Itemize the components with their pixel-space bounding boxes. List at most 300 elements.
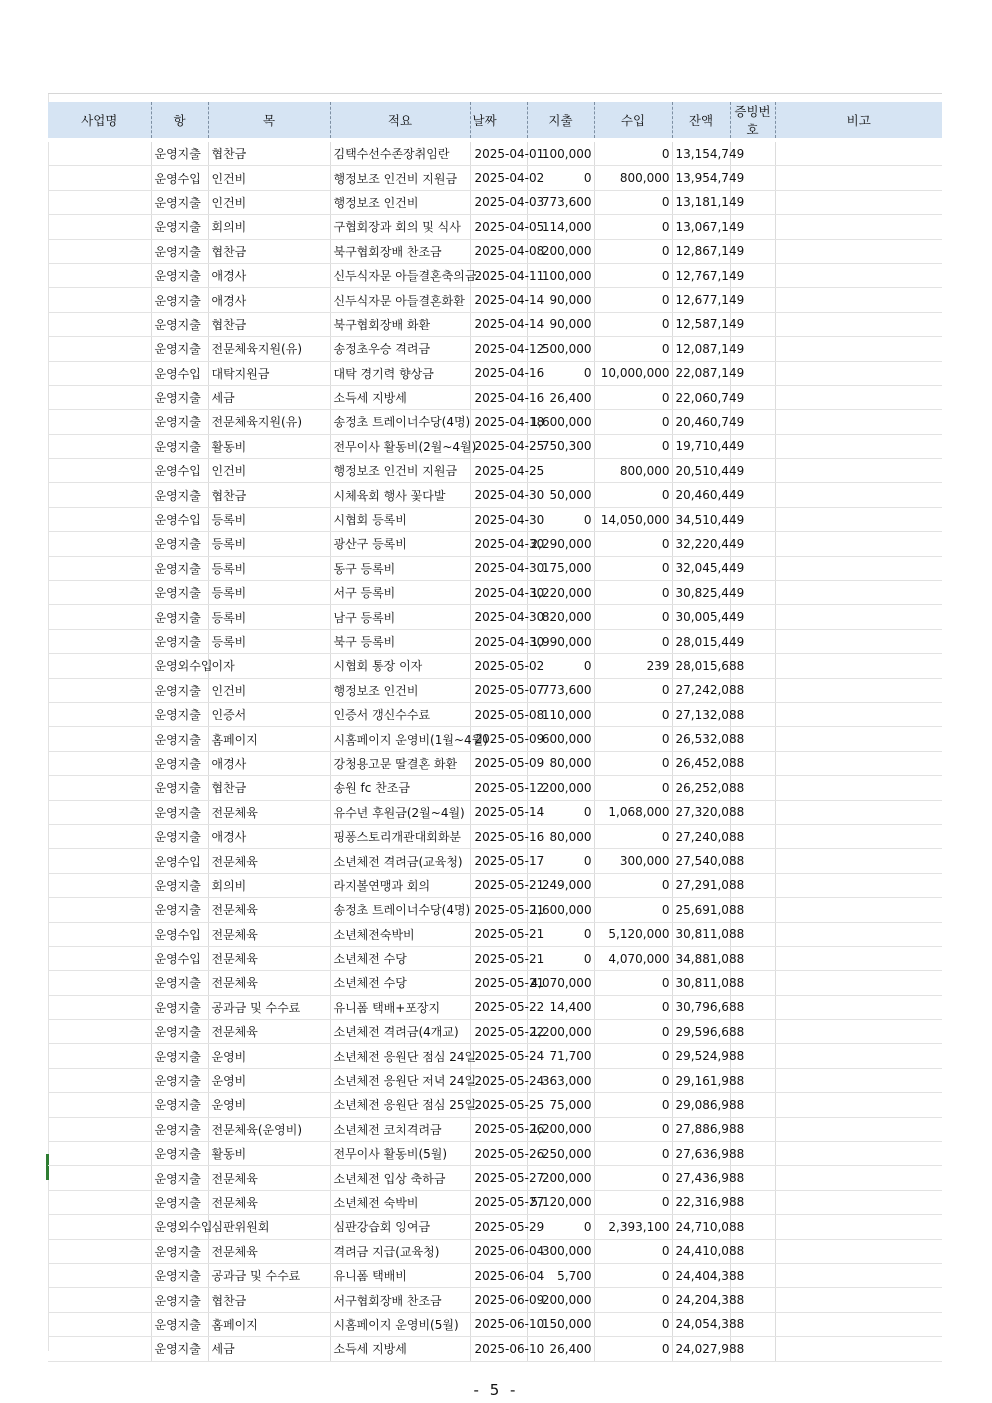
income-cell[interactable]: 0 xyxy=(594,263,672,287)
item-cell[interactable]: 협찬금 xyxy=(208,239,330,263)
item-cell[interactable]: 전문체육 xyxy=(208,922,330,946)
item-cell[interactable]: 전문체육 xyxy=(208,1166,330,1190)
date-cell[interactable]: 2025-05-24 xyxy=(470,1044,527,1068)
description-cell[interactable]: 소년체전숙박비 xyxy=(330,922,470,946)
income-cell[interactable]: 800,000 xyxy=(594,459,672,483)
item-cell[interactable]: 공과금 및 수수료 xyxy=(208,1263,330,1287)
expense-cell[interactable]: 26,400 xyxy=(527,385,594,409)
date-cell[interactable]: 2025-05-21 xyxy=(470,922,527,946)
business-name-cell[interactable] xyxy=(48,1312,151,1336)
remarks-cell[interactable] xyxy=(775,1044,942,1068)
expense-cell[interactable]: 100,000 xyxy=(527,140,594,166)
balance-cell[interactable]: 13,954,749 xyxy=(672,166,730,190)
category-cell[interactable]: 운영지출 xyxy=(151,410,208,434)
business-name-cell[interactable] xyxy=(48,727,151,751)
item-cell[interactable]: 이자 xyxy=(208,654,330,678)
business-name-cell[interactable] xyxy=(48,800,151,824)
description-cell[interactable]: 소년체전 수당 xyxy=(330,971,470,995)
date-cell[interactable]: 2025-05-09 xyxy=(470,751,527,775)
item-cell[interactable]: 협찬금 xyxy=(208,312,330,336)
item-cell[interactable]: 애경사 xyxy=(208,263,330,287)
description-cell[interactable]: 인증서 갱신수수료 xyxy=(330,702,470,726)
expense-cell[interactable]: 2,290,000 xyxy=(527,532,594,556)
business-name-cell[interactable] xyxy=(48,556,151,580)
balance-cell[interactable]: 26,452,088 xyxy=(672,751,730,775)
remarks-cell[interactable] xyxy=(775,337,942,361)
balance-cell[interactable]: 27,436,988 xyxy=(672,1166,730,1190)
expense-cell[interactable]: 0 xyxy=(527,800,594,824)
remarks-cell[interactable] xyxy=(775,190,942,214)
balance-cell[interactable]: 27,291,088 xyxy=(672,873,730,897)
business-name-cell[interactable] xyxy=(48,581,151,605)
business-name-cell[interactable] xyxy=(48,1068,151,1092)
business-name-cell[interactable] xyxy=(48,361,151,385)
business-name-cell[interactable] xyxy=(48,678,151,702)
item-cell[interactable]: 전문체육 xyxy=(208,1190,330,1214)
remarks-cell[interactable] xyxy=(775,532,942,556)
category-cell[interactable]: 운영지출 xyxy=(151,263,208,287)
expense-cell[interactable]: 200,000 xyxy=(527,1166,594,1190)
income-cell[interactable]: 0 xyxy=(594,1337,672,1361)
date-cell[interactable]: 2025-06-10 xyxy=(470,1337,527,1361)
expense-cell[interactable]: 249,000 xyxy=(527,873,594,897)
remarks-cell[interactable] xyxy=(775,556,942,580)
date-cell[interactable]: 2025-05-09 xyxy=(470,727,527,751)
category-cell[interactable]: 운영지출 xyxy=(151,483,208,507)
balance-cell[interactable]: 32,220,449 xyxy=(672,532,730,556)
category-cell[interactable]: 운영지출 xyxy=(151,337,208,361)
business-name-cell[interactable] xyxy=(48,1166,151,1190)
remarks-cell[interactable] xyxy=(775,824,942,848)
balance-cell[interactable]: 13,067,149 xyxy=(672,215,730,239)
income-cell[interactable]: 0 xyxy=(594,751,672,775)
business-name-cell[interactable] xyxy=(48,1142,151,1166)
expense-cell[interactable]: 80,000 xyxy=(527,751,594,775)
expense-cell[interactable]: 75,000 xyxy=(527,1093,594,1117)
expense-cell[interactable]: 820,000 xyxy=(527,605,594,629)
balance-cell[interactable]: 27,320,088 xyxy=(672,800,730,824)
description-cell[interactable]: 북구협회장배 화환 xyxy=(330,312,470,336)
category-cell[interactable]: 운영지출 xyxy=(151,1117,208,1141)
category-cell[interactable]: 운영지출 xyxy=(151,190,208,214)
income-cell[interactable]: 0 xyxy=(594,1044,672,1068)
business-name-cell[interactable] xyxy=(48,1215,151,1239)
business-name-cell[interactable] xyxy=(48,654,151,678)
category-cell[interactable]: 운영외수입 xyxy=(151,654,208,678)
business-name-cell[interactable] xyxy=(48,532,151,556)
item-cell[interactable]: 인건비 xyxy=(208,459,330,483)
business-name-cell[interactable] xyxy=(48,288,151,312)
business-name-cell[interactable] xyxy=(48,507,151,531)
business-name-cell[interactable] xyxy=(48,385,151,409)
date-cell[interactable]: 2025-05-27 xyxy=(470,1190,527,1214)
category-cell[interactable]: 운영지출 xyxy=(151,995,208,1019)
remarks-cell[interactable] xyxy=(775,507,942,531)
description-cell[interactable]: 라지볼연맹과 회의 xyxy=(330,873,470,897)
income-cell[interactable]: 0 xyxy=(594,1068,672,1092)
date-cell[interactable]: 2025-05-21 xyxy=(470,898,527,922)
item-cell[interactable]: 전문체육 xyxy=(208,1020,330,1044)
date-cell[interactable]: 2025-04-16 xyxy=(470,361,527,385)
description-cell[interactable]: 동구 등록비 xyxy=(330,556,470,580)
business-name-cell[interactable] xyxy=(48,1263,151,1287)
income-cell[interactable]: 239 xyxy=(594,654,672,678)
balance-cell[interactable]: 20,460,749 xyxy=(672,410,730,434)
description-cell[interactable]: 소년체전 수당 xyxy=(330,946,470,970)
balance-cell[interactable]: 20,460,449 xyxy=(672,483,730,507)
item-cell[interactable]: 회의비 xyxy=(208,215,330,239)
balance-cell[interactable]: 24,054,388 xyxy=(672,1312,730,1336)
remarks-cell[interactable] xyxy=(775,629,942,653)
expense-cell[interactable]: 200,000 xyxy=(527,776,594,800)
expense-cell[interactable]: 150,000 xyxy=(527,1312,594,1336)
expense-cell[interactable]: 71,700 xyxy=(527,1044,594,1068)
item-cell[interactable]: 전문체육 xyxy=(208,898,330,922)
expense-cell[interactable]: 300,000 xyxy=(527,1239,594,1263)
item-cell[interactable]: 등록비 xyxy=(208,605,330,629)
expense-cell[interactable]: 750,300 xyxy=(527,434,594,458)
balance-cell[interactable]: 25,691,088 xyxy=(672,898,730,922)
remarks-cell[interactable] xyxy=(775,459,942,483)
description-cell[interactable]: 전무이사 활동비(5월) xyxy=(330,1142,470,1166)
income-cell[interactable]: 0 xyxy=(594,1312,672,1336)
business-name-cell[interactable] xyxy=(48,1190,151,1214)
date-cell[interactable]: 2025-06-10 xyxy=(470,1312,527,1336)
income-cell[interactable]: 0 xyxy=(594,532,672,556)
remarks-cell[interactable] xyxy=(775,166,942,190)
business-name-cell[interactable] xyxy=(48,312,151,336)
item-cell[interactable]: 애경사 xyxy=(208,288,330,312)
income-cell[interactable]: 300,000 xyxy=(594,849,672,873)
expense-cell[interactable]: 1,600,000 xyxy=(527,898,594,922)
date-cell[interactable]: 2025-04-03 xyxy=(470,190,527,214)
remarks-cell[interactable] xyxy=(775,751,942,775)
balance-cell[interactable]: 32,045,449 xyxy=(672,556,730,580)
date-cell[interactable]: 2025-05-29 xyxy=(470,1215,527,1239)
balance-cell[interactable]: 22,087,149 xyxy=(672,361,730,385)
description-cell[interactable]: 시협회 통장 이자 xyxy=(330,654,470,678)
remarks-cell[interactable] xyxy=(775,1263,942,1287)
business-name-cell[interactable] xyxy=(48,995,151,1019)
item-cell[interactable]: 전문체육 xyxy=(208,1239,330,1263)
category-cell[interactable]: 운영지출 xyxy=(151,1288,208,1312)
expense-cell[interactable]: 4,070,000 xyxy=(527,971,594,995)
income-cell[interactable]: 0 xyxy=(594,312,672,336)
balance-cell[interactable]: 30,811,088 xyxy=(672,971,730,995)
remarks-cell[interactable] xyxy=(775,434,942,458)
category-cell[interactable]: 운영지출 xyxy=(151,1263,208,1287)
remarks-cell[interactable] xyxy=(775,288,942,312)
description-cell[interactable]: 시홈페이지 운영비(5월) xyxy=(330,1312,470,1336)
income-cell[interactable]: 0 xyxy=(594,581,672,605)
expense-cell[interactable]: 0 xyxy=(527,507,594,531)
balance-cell[interactable]: 24,204,388 xyxy=(672,1288,730,1312)
category-cell[interactable]: 운영지출 xyxy=(151,800,208,824)
category-cell[interactable]: 운영지출 xyxy=(151,215,208,239)
business-name-cell[interactable] xyxy=(48,1093,151,1117)
item-cell[interactable]: 회의비 xyxy=(208,873,330,897)
description-cell[interactable]: 전무이사 활동비(2월~4월) xyxy=(330,434,470,458)
balance-cell[interactable]: 24,404,388 xyxy=(672,1263,730,1287)
category-cell[interactable]: 운영수입 xyxy=(151,507,208,531)
remarks-cell[interactable] xyxy=(775,702,942,726)
income-cell[interactable]: 0 xyxy=(594,971,672,995)
date-cell[interactable]: 2025-04-18 xyxy=(470,410,527,434)
date-cell[interactable]: 2025-04-25 xyxy=(470,434,527,458)
expense-cell[interactable]: 1,200,000 xyxy=(527,1117,594,1141)
remarks-cell[interactable] xyxy=(775,361,942,385)
business-name-cell[interactable] xyxy=(48,702,151,726)
expense-cell[interactable]: 26,400 xyxy=(527,1337,594,1361)
remarks-cell[interactable] xyxy=(775,581,942,605)
income-cell[interactable]: 4,070,000 xyxy=(594,946,672,970)
date-cell[interactable]: 2025-05-17 xyxy=(470,849,527,873)
date-cell[interactable]: 2025-05-21 xyxy=(470,946,527,970)
description-cell[interactable]: 소득세 지방세 xyxy=(330,385,470,409)
business-name-cell[interactable] xyxy=(48,849,151,873)
description-cell[interactable]: 소년체전 응원단 점심 25일 xyxy=(330,1093,470,1117)
balance-cell[interactable]: 27,132,088 xyxy=(672,702,730,726)
item-cell[interactable]: 활동비 xyxy=(208,434,330,458)
category-cell[interactable]: 운영지출 xyxy=(151,312,208,336)
remarks-cell[interactable] xyxy=(775,971,942,995)
balance-cell[interactable]: 30,811,088 xyxy=(672,922,730,946)
balance-cell[interactable]: 30,796,688 xyxy=(672,995,730,1019)
remarks-cell[interactable] xyxy=(775,1020,942,1044)
description-cell[interactable]: 행정보조 인건비 xyxy=(330,678,470,702)
description-cell[interactable]: 김택수선수존장취임란 xyxy=(330,140,470,166)
date-cell[interactable]: 2025-05-16 xyxy=(470,824,527,848)
income-cell[interactable]: 5,120,000 xyxy=(594,922,672,946)
business-name-cell[interactable] xyxy=(48,434,151,458)
business-name-cell[interactable] xyxy=(48,971,151,995)
balance-cell[interactable]: 20,510,449 xyxy=(672,459,730,483)
category-cell[interactable]: 운영지출 xyxy=(151,1337,208,1361)
category-cell[interactable]: 운영지출 xyxy=(151,1020,208,1044)
category-cell[interactable]: 운영지출 xyxy=(151,581,208,605)
category-cell[interactable]: 운영지출 xyxy=(151,702,208,726)
balance-cell[interactable]: 12,767,149 xyxy=(672,263,730,287)
category-cell[interactable]: 운영수입 xyxy=(151,849,208,873)
description-cell[interactable]: 소득세 지방세 xyxy=(330,1337,470,1361)
balance-cell[interactable]: 26,252,088 xyxy=(672,776,730,800)
description-cell[interactable]: 강청용고문 딸결혼 화환 xyxy=(330,751,470,775)
category-cell[interactable]: 운영수입 xyxy=(151,459,208,483)
description-cell[interactable]: 대탁 경기력 향상금 xyxy=(330,361,470,385)
expense-cell[interactable]: 600,000 xyxy=(527,727,594,751)
item-cell[interactable]: 전문체육 xyxy=(208,849,330,873)
income-cell[interactable]: 0 xyxy=(594,1166,672,1190)
balance-cell[interactable]: 27,540,088 xyxy=(672,849,730,873)
item-cell[interactable]: 홈페이지 xyxy=(208,727,330,751)
category-cell[interactable]: 운영지출 xyxy=(151,385,208,409)
remarks-cell[interactable] xyxy=(775,1142,942,1166)
expense-cell[interactable]: 250,000 xyxy=(527,1142,594,1166)
description-cell[interactable]: 행정보조 인건비 지원금 xyxy=(330,459,470,483)
date-cell[interactable]: 2025-04-16 xyxy=(470,385,527,409)
category-cell[interactable]: 운영지출 xyxy=(151,1142,208,1166)
category-cell[interactable]: 운영지출 xyxy=(151,1093,208,1117)
expense-cell[interactable]: 0 xyxy=(527,922,594,946)
income-cell[interactable]: 0 xyxy=(594,288,672,312)
business-name-cell[interactable] xyxy=(48,1288,151,1312)
business-name-cell[interactable] xyxy=(48,776,151,800)
business-name-cell[interactable] xyxy=(48,751,151,775)
expense-cell[interactable]: 110,000 xyxy=(527,702,594,726)
income-cell[interactable]: 0 xyxy=(594,824,672,848)
description-cell[interactable]: 유니폼 택배+포장지 xyxy=(330,995,470,1019)
income-cell[interactable]: 0 xyxy=(594,1093,672,1117)
item-cell[interactable]: 공과금 및 수수료 xyxy=(208,995,330,1019)
remarks-cell[interactable] xyxy=(775,1337,942,1361)
description-cell[interactable]: 북구협회장배 찬조금 xyxy=(330,239,470,263)
category-cell[interactable]: 운영지출 xyxy=(151,1190,208,1214)
remarks-cell[interactable] xyxy=(775,1166,942,1190)
expense-cell[interactable]: 1,220,000 xyxy=(527,581,594,605)
expense-cell[interactable]: 0 xyxy=(527,946,594,970)
description-cell[interactable]: 행정보조 인건비 xyxy=(330,190,470,214)
balance-cell[interactable]: 22,316,988 xyxy=(672,1190,730,1214)
date-cell[interactable]: 2025-05-12 xyxy=(470,776,527,800)
business-name-cell[interactable] xyxy=(48,1337,151,1361)
income-cell[interactable]: 0 xyxy=(594,702,672,726)
income-cell[interactable]: 0 xyxy=(594,483,672,507)
income-cell[interactable]: 1,068,000 xyxy=(594,800,672,824)
date-cell[interactable]: 2025-05-26 xyxy=(470,1117,527,1141)
balance-cell[interactable]: 30,005,449 xyxy=(672,605,730,629)
description-cell[interactable]: 유니폼 택배비 xyxy=(330,1263,470,1287)
date-cell[interactable]: 2025-04-30 xyxy=(470,507,527,531)
date-cell[interactable]: 2025-04-12 xyxy=(470,337,527,361)
income-cell[interactable]: 0 xyxy=(594,337,672,361)
description-cell[interactable]: 소년체전 입상 축하금 xyxy=(330,1166,470,1190)
category-cell[interactable]: 운영지출 xyxy=(151,605,208,629)
business-name-cell[interactable] xyxy=(48,1020,151,1044)
date-cell[interactable]: 2025-05-21 xyxy=(470,971,527,995)
description-cell[interactable]: 유수년 후원금(2월~4월) xyxy=(330,800,470,824)
description-cell[interactable]: 격려금 지급(교육청) xyxy=(330,1239,470,1263)
remarks-cell[interactable] xyxy=(775,1239,942,1263)
date-cell[interactable]: 2025-04-05 xyxy=(470,215,527,239)
business-name-cell[interactable] xyxy=(48,605,151,629)
remarks-cell[interactable] xyxy=(775,946,942,970)
description-cell[interactable]: 소년체전 격려금(교육청) xyxy=(330,849,470,873)
item-cell[interactable]: 운영비 xyxy=(208,1068,330,1092)
item-cell[interactable]: 협찬금 xyxy=(208,483,330,507)
expense-cell[interactable]: 773,600 xyxy=(527,190,594,214)
remarks-cell[interactable] xyxy=(775,727,942,751)
date-cell[interactable]: 2025-05-02 xyxy=(470,654,527,678)
expense-cell[interactable]: 175,000 xyxy=(527,556,594,580)
item-cell[interactable]: 등록비 xyxy=(208,629,330,653)
date-cell[interactable]: 2025-05-08 xyxy=(470,702,527,726)
expense-cell[interactable]: 1,200,000 xyxy=(527,1020,594,1044)
description-cell[interactable]: 송정초 트레이너수당(4명) xyxy=(330,410,470,434)
expense-cell[interactable]: 0 xyxy=(527,849,594,873)
category-cell[interactable]: 운영지출 xyxy=(151,1044,208,1068)
item-cell[interactable]: 전문체육(운영비) xyxy=(208,1117,330,1141)
description-cell[interactable]: 시체육회 행사 꽃다발 xyxy=(330,483,470,507)
balance-cell[interactable]: 34,881,088 xyxy=(672,946,730,970)
remarks-cell[interactable] xyxy=(775,312,942,336)
item-cell[interactable]: 협찬금 xyxy=(208,776,330,800)
category-cell[interactable]: 운영지출 xyxy=(151,873,208,897)
category-cell[interactable]: 운영지출 xyxy=(151,434,208,458)
remarks-cell[interactable] xyxy=(775,678,942,702)
income-cell[interactable]: 0 xyxy=(594,434,672,458)
item-cell[interactable]: 등록비 xyxy=(208,581,330,605)
income-cell[interactable]: 0 xyxy=(594,140,672,166)
item-cell[interactable]: 심판위원회 xyxy=(208,1215,330,1239)
description-cell[interactable]: 행정보조 인건비 지원금 xyxy=(330,166,470,190)
item-cell[interactable]: 전문체육 xyxy=(208,800,330,824)
balance-cell[interactable]: 27,886,988 xyxy=(672,1117,730,1141)
category-cell[interactable]: 운영지출 xyxy=(151,288,208,312)
category-cell[interactable]: 운영지출 xyxy=(151,751,208,775)
date-cell[interactable]: 2025-04-30 xyxy=(470,605,527,629)
category-cell[interactable]: 운영지출 xyxy=(151,727,208,751)
expense-cell[interactable]: 14,400 xyxy=(527,995,594,1019)
date-cell[interactable]: 2025-04-14 xyxy=(470,312,527,336)
business-name-cell[interactable] xyxy=(48,1044,151,1068)
item-cell[interactable]: 홈페이지 xyxy=(208,1312,330,1336)
date-cell[interactable]: 2025-05-27 xyxy=(470,1166,527,1190)
business-name-cell[interactable] xyxy=(48,1117,151,1141)
income-cell[interactable]: 0 xyxy=(594,1288,672,1312)
balance-cell[interactable]: 28,015,449 xyxy=(672,629,730,653)
business-name-cell[interactable] xyxy=(48,166,151,190)
balance-cell[interactable]: 27,242,088 xyxy=(672,678,730,702)
date-cell[interactable]: 2025-05-21 xyxy=(470,873,527,897)
income-cell[interactable]: 0 xyxy=(594,1117,672,1141)
expense-cell[interactable]: 100,000 xyxy=(527,263,594,287)
remarks-cell[interactable] xyxy=(775,995,942,1019)
business-name-cell[interactable] xyxy=(48,215,151,239)
business-name-cell[interactable] xyxy=(48,824,151,848)
category-cell[interactable]: 운영지출 xyxy=(151,532,208,556)
balance-cell[interactable]: 29,161,988 xyxy=(672,1068,730,1092)
income-cell[interactable]: 800,000 xyxy=(594,166,672,190)
business-name-cell[interactable] xyxy=(48,239,151,263)
description-cell[interactable]: 소년체전 코치격려금 xyxy=(330,1117,470,1141)
item-cell[interactable]: 세금 xyxy=(208,385,330,409)
income-cell[interactable]: 0 xyxy=(594,678,672,702)
business-name-cell[interactable] xyxy=(48,483,151,507)
date-cell[interactable]: 2025-05-22 xyxy=(470,995,527,1019)
income-cell[interactable]: 0 xyxy=(594,727,672,751)
item-cell[interactable]: 전문체육지원(유) xyxy=(208,410,330,434)
date-cell[interactable]: 2025-04-30 xyxy=(470,483,527,507)
category-cell[interactable]: 운영수입 xyxy=(151,946,208,970)
date-cell[interactable]: 2025-04-01 xyxy=(470,140,527,166)
item-cell[interactable]: 운영비 xyxy=(208,1093,330,1117)
income-cell[interactable]: 0 xyxy=(594,215,672,239)
date-cell[interactable]: 2025-04-02 xyxy=(470,166,527,190)
category-cell[interactable]: 운영지출 xyxy=(151,556,208,580)
expense-cell[interactable]: 90,000 xyxy=(527,312,594,336)
balance-cell[interactable]: 12,587,149 xyxy=(672,312,730,336)
expense-cell[interactable]: 200,000 xyxy=(527,1288,594,1312)
income-cell[interactable]: 0 xyxy=(594,873,672,897)
balance-cell[interactable]: 12,087,149 xyxy=(672,337,730,361)
description-cell[interactable]: 구협회장과 회의 및 식사 xyxy=(330,215,470,239)
date-cell[interactable]: 2025-05-07 xyxy=(470,678,527,702)
remarks-cell[interactable] xyxy=(775,849,942,873)
description-cell[interactable]: 서구협회장배 찬조금 xyxy=(330,1288,470,1312)
description-cell[interactable]: 송원 fc 찬조금 xyxy=(330,776,470,800)
item-cell[interactable]: 전문체육 xyxy=(208,946,330,970)
description-cell[interactable]: 송정초 트레이너수당(4명) xyxy=(330,898,470,922)
